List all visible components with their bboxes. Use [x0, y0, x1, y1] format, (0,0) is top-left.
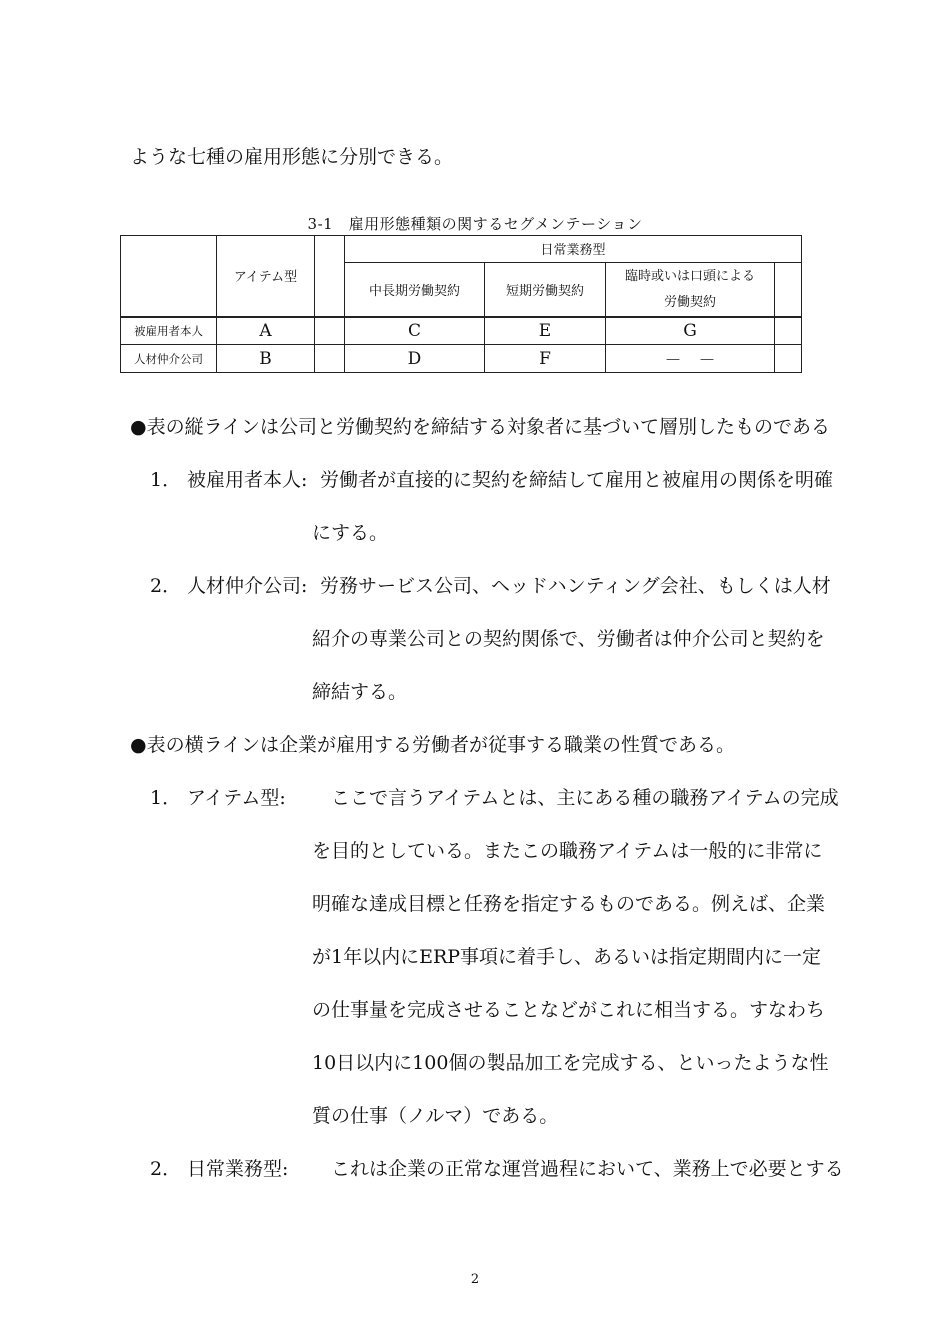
header-daily-business: 日常業務型 — [540, 243, 606, 258]
header-mid-long-contract: 中長期労働契約 — [368, 284, 460, 299]
header-short-contract: 短期労働契約 — [505, 284, 584, 299]
cell-E: E — [538, 321, 552, 341]
table-caption: 3-1 雇用形態種類の関するセグメンテーション — [307, 215, 643, 233]
cell-dash: － － — [664, 351, 716, 371]
list-item-text: これは企業の正常な運営過程において、業務上で必要とする — [312, 1158, 844, 1180]
cell-B: B — [259, 348, 272, 369]
list-item-number: 2． — [150, 1158, 182, 1180]
list-item-label: 人材仲介公司: — [187, 575, 308, 597]
header-temporary-line2: 労働契約 — [663, 294, 716, 310]
cell-D: D — [407, 348, 422, 369]
list-item-text: を目的としている。またこの職務アイテムは一般的に非常に — [312, 840, 823, 862]
list-item-text: 労務サービス公司、ヘッドハンティング会社、もしくは人材 — [320, 575, 831, 597]
section2-heading: ●表の横ラインは企業が雇用する労働者が従事する職業の性質である。 — [130, 734, 736, 756]
header-temporary-contract — [606, 263, 774, 316]
cell-F: F — [539, 348, 551, 369]
segmentation-table — [120, 235, 802, 373]
list-item-text: ここで言うアイテムとは、主にある種の職務アイテムの完成 — [312, 787, 839, 809]
header-temporary-line1: 臨時或いは口頭による — [624, 268, 755, 284]
row-label-employee: 被雇用者本人 — [134, 324, 203, 338]
list-item-number: 1． — [150, 469, 182, 491]
list-item-number: 1． — [150, 787, 182, 809]
intro-line: ような七種の雇用形態に分別できる。 — [130, 146, 454, 168]
cell-G: G — [683, 321, 697, 341]
list-item-text: 10日以内に100個の製品加工を完成する、といったような性 — [312, 1052, 829, 1074]
row-label-agency: 人材仲介公司 — [134, 351, 203, 366]
list-item-label: アイテム型: — [187, 787, 286, 809]
list-item-text: 紹介の専業公司との契約関係で、労働者は仲介公司と契約を — [312, 628, 825, 650]
header-item-type: アイテム型 — [233, 270, 298, 285]
list-item-text: にする。 — [312, 522, 389, 544]
cell-C: C — [407, 321, 421, 341]
list-item-label: 被雇用者本人: — [187, 469, 308, 491]
list-item-text: 労働者が直接的に契約を締結して雇用と被雇用の関係を明確 — [320, 469, 834, 491]
section1-heading: ●表の縦ラインは公司と労働契約を締結する対象者に基づいて層別したものである — [130, 416, 831, 438]
list-item-text: 締結する。 — [312, 681, 408, 703]
list-item-text: 明確な達成目標と任務を指定するものである。例えば、企業 — [312, 893, 826, 915]
list-item-text: が1年以内にERP事項に着手し、あるいは指定期間内に一定 — [312, 946, 822, 968]
page-number: 2 — [470, 1272, 480, 1287]
list-item-text: の仕事量を完成させることなどがこれに相当する。すなわち — [312, 999, 826, 1021]
list-item-number: 2． — [150, 575, 182, 597]
list-item-text: 質の仕事（ノルマ）である。 — [312, 1105, 559, 1127]
list-item-label: 日常業務型: — [187, 1158, 289, 1180]
cell-A: A — [259, 321, 272, 341]
